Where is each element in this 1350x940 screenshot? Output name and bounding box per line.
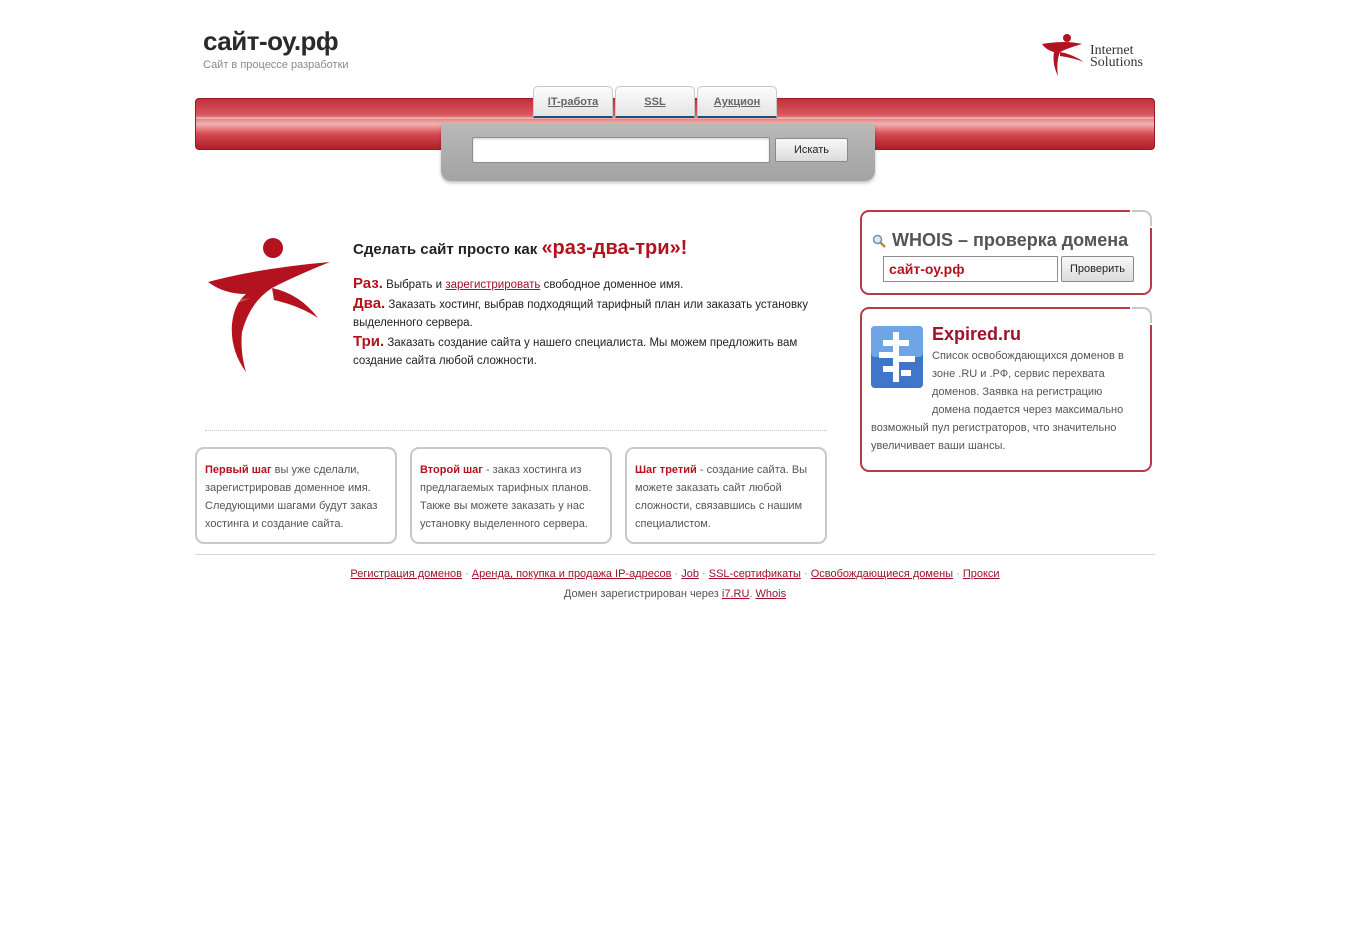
step-1-after: свободное доменное имя. [540, 279, 684, 291]
footer-sep: · [462, 568, 472, 580]
box-corner-curl [383, 447, 397, 461]
site-title: сайт-оу.рф [203, 26, 339, 56]
promo-step-2 [353, 295, 828, 332]
step-box-lead: Первый шаг [205, 464, 272, 476]
expired-description: Список освобождающихся доменов в зоне .RU и .РФ, сервис перехвата доменов. Заявка на регистрацию домена подается через максимально возможный пул регистраторов, что значительно увеличивает ваши шансы. [871, 350, 1124, 452]
logo-line-2: Solutions [1090, 55, 1143, 70]
expired-text-wrap [871, 347, 1143, 455]
step-2-text: Заказать хостинг, выбрав подходящий тарифный план или заказать установку выделенного сервера. [353, 299, 808, 329]
footer-link-ssl[interactable]: SSL-сертификаты [708, 568, 801, 580]
footer-note-before: Домен зарегистрирован через [563, 588, 722, 600]
expired-box [860, 307, 1152, 472]
register-link[interactable]: зарегистрировать [445, 279, 541, 291]
footer-link-whois[interactable]: Whois [755, 588, 787, 600]
box-corner-curl [1132, 307, 1152, 323]
icon-spacer [871, 347, 932, 403]
footer-sep: · [671, 568, 682, 580]
search-input[interactable] [472, 137, 770, 163]
magnifier-icon [872, 234, 886, 248]
tab-ssl[interactable]: SSL [615, 86, 695, 118]
main-logo-figure [200, 232, 340, 377]
expired-title-link[interactable]: Expired.ru [932, 324, 1022, 344]
footer-note [195, 588, 1155, 600]
box-corner-curl [1132, 210, 1152, 226]
whois-title: WHOIS – проверка домена [892, 230, 1129, 250]
step-1-before: Выбрать и [382, 279, 446, 291]
promo-step-1 [353, 275, 828, 294]
step-box-1 [195, 447, 397, 544]
footer-link-job[interactable]: Job [681, 568, 699, 580]
footer-link-expiring[interactable]: Освобождающиеся домены [810, 568, 954, 580]
promo-step-3 [353, 333, 828, 370]
step-box-lead: Второй шаг [420, 464, 483, 476]
dotted-divider [205, 430, 827, 431]
promo-title-accent: «раз-два-три»! [541, 237, 688, 259]
footer-link-domains[interactable]: Регистрация доменов [350, 568, 463, 580]
box-corner-curl [813, 447, 827, 461]
step-box-2 [410, 447, 612, 544]
footer-link-proxy[interactable]: Прокси [962, 568, 1000, 580]
step-box-text: - создание сайта. Вы можете заказать сайт любой сложности, связавшись с нашим специалистом. [635, 464, 808, 530]
footer-link-ip[interactable]: Аренда, покупка и продажа IP-адресов [471, 568, 672, 580]
step-box-3 [625, 447, 827, 544]
step-box-text: - заказ хостинга из предлагаемых тарифных планов. Также вы можете заказать у нас установку выделенного сервера. [420, 464, 592, 530]
whois-domain-input[interactable] [883, 256, 1058, 282]
site-subtitle: Сайт в процессе разработки [203, 59, 349, 71]
whois-box [860, 210, 1152, 295]
promo-title-plain: Сделать сайт просто как [353, 241, 542, 258]
footer-links [195, 568, 1155, 580]
tab-it-work[interactable]: IT-работа [533, 86, 613, 118]
promo-title [353, 237, 687, 260]
tab-auction[interactable]: Аукцион [697, 86, 777, 118]
footer-note-mid: . [749, 588, 756, 600]
step-box-lead: Шаг третий [635, 464, 697, 476]
footer-sep: · [800, 568, 811, 580]
footer-sep: · [953, 568, 963, 580]
logo-line-1: Internet [1090, 43, 1134, 58]
search-button[interactable]: Искать [775, 138, 848, 162]
footer-link-i7[interactable]: i7.RU [721, 588, 750, 600]
step-box-text: вы уже сделали, зарегистрировав доменное имя. Следующими шагами будут заказ хостинга и создание сайта. [205, 464, 378, 530]
footer-sep: · [698, 568, 709, 580]
step-1-word: Раз. [353, 275, 383, 292]
whois-check-button[interactable]: Проверить [1061, 256, 1134, 282]
step-3-text: Заказать создание сайта у нашего специалиста. Мы можем предложить вам создание сайта любой сложности. [353, 337, 798, 367]
step-2-word: Два. [353, 295, 386, 312]
footer-divider [195, 554, 1155, 555]
logo-text [1090, 45, 1143, 69]
step-3-word: Три. [353, 333, 385, 350]
search-panel [441, 124, 875, 181]
box-corner-curl [598, 447, 612, 461]
